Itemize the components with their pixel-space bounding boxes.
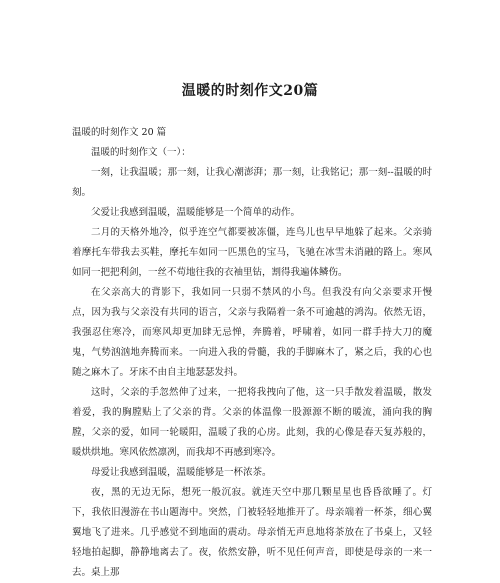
paragraph: 夜，黑的无边无际，想死一般沉寂。就连天空中那几颗星星也昏昏欲睡了。灯下，我依旧漫游在书山题海中。突然，门被轻轻地推开了。母亲端着一杯茶，细心翼翼地飞了进来。几乎感觉不到地面的震动。母亲悄无声息地将茶放在了书桌上，又轻轻地拍起脚，静静地离去了。夜，依然安静，听不见任何声音，即使是母亲的一来一去。桌上那 [72,487,432,578]
section-heading: 温暖的时刻作文（一）： [91,147,191,158]
paragraph: 父爱让我感到温暖，温暖能够是一个简单的动作。 [91,207,301,218]
document-title: 温暖的时刻作文20篇 [181,83,319,99]
document-subtitle: 温暖的时刻作文 20 篇 [72,127,167,138]
paragraph: 这时，父亲的手忽然伸了过来，一把将我拽向了他，这一只手散发着温暖，散发着爱，我的胸膛贴上了父亲的背。父亲的体温像一股源源不断的暖流，涌向我的胸膛，父亲的爱，如同一轮暖阳，温暖了我的心房。此刻，我的心像是春天复苏般的，暖烘烘地。寒风依然凛冽，而我却不再感到寒冷。 [72,387,432,458]
paragraph: 一刻，让我温暖；那一刻，让我心潮澎湃；那一刻，让我铭记；那一刻--温暖的时刻。 [72,167,432,198]
paragraph: 母爱让我感到温暖，温暖能够是一杯浓茶。 [91,467,272,478]
paragraph: 二月的天格外地冷，似乎连空气都要被冻僵，连鸟儿也早早地躲了起来。父亲骑着摩托车带我去买鞋，摩托车如同一匹黑色的宝马，飞驰在冰雪未消融的路上。寒风如同一把把利剑，一丝不苟地往我的衣袖里钻，割得我遍体鳞伤。 [72,227,432,278]
paragraph: 在父亲高大的背影下，我如同一只弱不禁风的小鸟。但我没有向父亲要求开慢点，因为我与父亲没有共同的语言，父亲与我隔着一条不可逾越的鸿沟。依然无语，我强忍住寒冷，而寒风却更加肆无忌惮，奔腾着，呼啸着，如同一群手持大刀的魔鬼，气势汹汹地奔腾而来。一向进入我的骨髓，我的手脚麻木了，紧之后，我的心也随之麻木了。牙床不由自主地瑟瑟发抖。 [72,287,432,378]
document-body [72,123,432,583]
